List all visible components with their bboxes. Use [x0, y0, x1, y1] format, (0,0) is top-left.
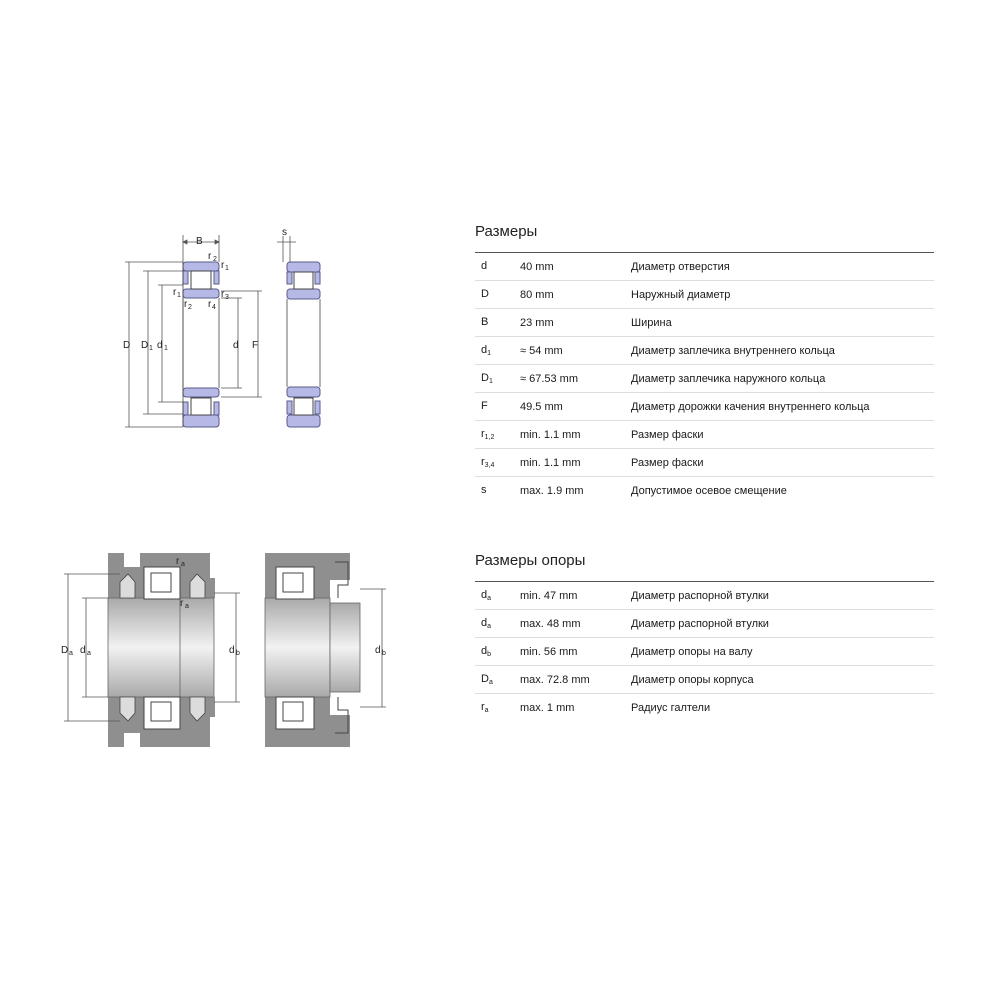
label-r3: r	[221, 289, 225, 300]
label-r1-top-sub: 1	[225, 265, 229, 272]
description-cell: Диаметр опоры на валу	[625, 638, 934, 666]
table-row	[475, 309, 934, 337]
table-row	[475, 421, 934, 449]
symbol: D	[481, 288, 489, 300]
symbol-subscript: b	[487, 651, 492, 658]
symbol-subscript: 1	[487, 350, 492, 357]
symbol: B	[481, 316, 489, 328]
value-cell: max. 1 mm	[520, 701, 575, 714]
description-cell: Допустимое осевое смещение	[631, 484, 787, 497]
symbol: d	[481, 344, 488, 356]
description-cell: Размер фаски	[625, 449, 934, 477]
label-Da: D	[61, 645, 69, 656]
dimensions-table	[475, 252, 934, 504]
table-row	[475, 638, 934, 666]
value-cell: 23 mm	[514, 309, 625, 337]
description-cell: Наружный диаметр	[625, 281, 934, 309]
abutment-table	[475, 581, 934, 721]
symbol: d	[481, 589, 488, 601]
label-r2-bottom-sub: 2	[188, 304, 192, 311]
value-cell: max. 72.8 mm	[514, 666, 625, 694]
table-row	[475, 694, 934, 722]
description-cell: Диаметр распорной втулки	[625, 582, 934, 610]
label-r1-top: r	[221, 260, 225, 271]
label-ra-top: r	[176, 556, 180, 567]
symbol-subscript: a	[488, 679, 493, 686]
symbol-cell	[475, 638, 514, 666]
table-row	[475, 666, 934, 694]
table-row	[475, 477, 934, 505]
label-da: d	[80, 645, 86, 656]
symbol-cell	[475, 337, 514, 365]
description-cell: Диаметр дорожки качения внутреннего кольца	[625, 393, 934, 421]
description-cell: Диаметр заплечика наружного кольца	[625, 365, 934, 393]
symbol-subscript: a	[487, 623, 492, 630]
value-cell: min. 47 mm	[514, 582, 625, 610]
bearing-section-drawing	[115, 225, 330, 435]
symbol: d	[481, 617, 488, 629]
table-row	[475, 610, 934, 638]
label-D1: D	[141, 340, 149, 351]
label-ra-mid: r	[180, 598, 184, 609]
abutment-title: Размеры опоры	[475, 552, 586, 569]
label-D: D	[123, 340, 131, 351]
label-r1-left: r	[173, 287, 177, 298]
label-ra-mid-sub: a	[185, 603, 189, 610]
label-Da-sub: a	[69, 650, 73, 657]
symbol-cell	[475, 666, 514, 694]
symbol-subscript: a	[487, 595, 492, 602]
label-B: B	[196, 236, 203, 247]
label-db-right-sub: b	[382, 650, 386, 657]
value-cell: 40 mm	[514, 253, 625, 281]
symbol: r	[481, 428, 485, 440]
label-d1: d	[157, 340, 163, 351]
symbol-cell	[475, 610, 514, 638]
label-F: F	[252, 340, 259, 351]
value-cell: ≈ 54 mm	[514, 337, 625, 365]
abutment-drawing	[55, 545, 395, 750]
symbol: D	[481, 372, 489, 384]
value-cell: min. 1.1 mm	[514, 449, 625, 477]
label-r2-top: r	[208, 251, 212, 262]
description-cell: Диаметр заплечика внутреннего кольца	[625, 337, 934, 365]
value-cell: max. 48 mm	[514, 610, 625, 638]
value-cell: max. 1.9 mm	[520, 484, 584, 497]
value-cell: min. 56 mm	[514, 638, 625, 666]
symbol: r	[481, 701, 485, 713]
description-cell: Ширина	[625, 309, 934, 337]
symbol: s	[481, 484, 487, 496]
table-row	[475, 449, 934, 477]
label-da-sub: a	[87, 650, 91, 657]
label-ra-top-sub: a	[181, 561, 185, 568]
symbol-cell	[475, 393, 514, 421]
description-cell: Радиус галтели	[631, 701, 711, 714]
description-cell: Диаметр отверстия	[625, 253, 934, 281]
symbol-subscript: a	[484, 707, 489, 714]
symbol: d	[481, 260, 488, 272]
symbol-cell	[475, 582, 514, 610]
description-cell: Диаметр опоры корпуса	[625, 666, 934, 694]
symbol: D	[481, 673, 489, 685]
description-cell: Размер фаски	[625, 421, 934, 449]
label-r2-top-sub: 2	[213, 256, 217, 263]
symbol-subscript: 3,4	[484, 462, 495, 469]
table-row	[475, 253, 934, 281]
label-s: s	[282, 227, 287, 238]
table-row	[475, 365, 934, 393]
symbol-cell	[475, 421, 514, 449]
table-row	[475, 393, 934, 421]
symbol-cell	[475, 365, 514, 393]
label-db-left: d	[229, 645, 235, 656]
label-r4-sub: 4	[212, 304, 216, 311]
table-row	[475, 337, 934, 365]
label-r3-sub: 3	[225, 294, 229, 301]
label-D1-sub: 1	[149, 345, 153, 352]
label-d: d	[233, 340, 239, 351]
symbol-cell	[475, 309, 514, 337]
table-row	[475, 281, 934, 309]
label-r2-bottom: r	[184, 299, 188, 310]
value-cell: 49.5 mm	[514, 393, 625, 421]
symbol: d	[481, 645, 488, 657]
symbol-cell	[475, 694, 514, 722]
symbol: r	[481, 456, 485, 468]
label-r1-left-sub: 1	[177, 292, 181, 299]
symbol-subscript: 1	[488, 378, 493, 385]
value-cell: min. 1.1 mm	[514, 421, 625, 449]
symbol: F	[481, 400, 488, 412]
label-r4: r	[208, 299, 212, 310]
symbol-cell	[475, 253, 514, 281]
label-db-right: d	[375, 645, 381, 656]
value-cell: ≈ 67.53 mm	[514, 365, 625, 393]
dimensions-title: Размеры	[475, 223, 538, 240]
symbol-cell	[475, 449, 514, 477]
description-cell: Диаметр распорной втулки	[625, 610, 934, 638]
label-db-left-sub: b	[236, 650, 240, 657]
symbol-cell	[475, 477, 514, 505]
symbol-subscript: 1,2	[484, 434, 495, 441]
value-cell: 80 mm	[514, 281, 625, 309]
symbol-cell	[475, 281, 514, 309]
table-row	[475, 582, 934, 610]
label-d1-sub: 1	[164, 345, 168, 352]
